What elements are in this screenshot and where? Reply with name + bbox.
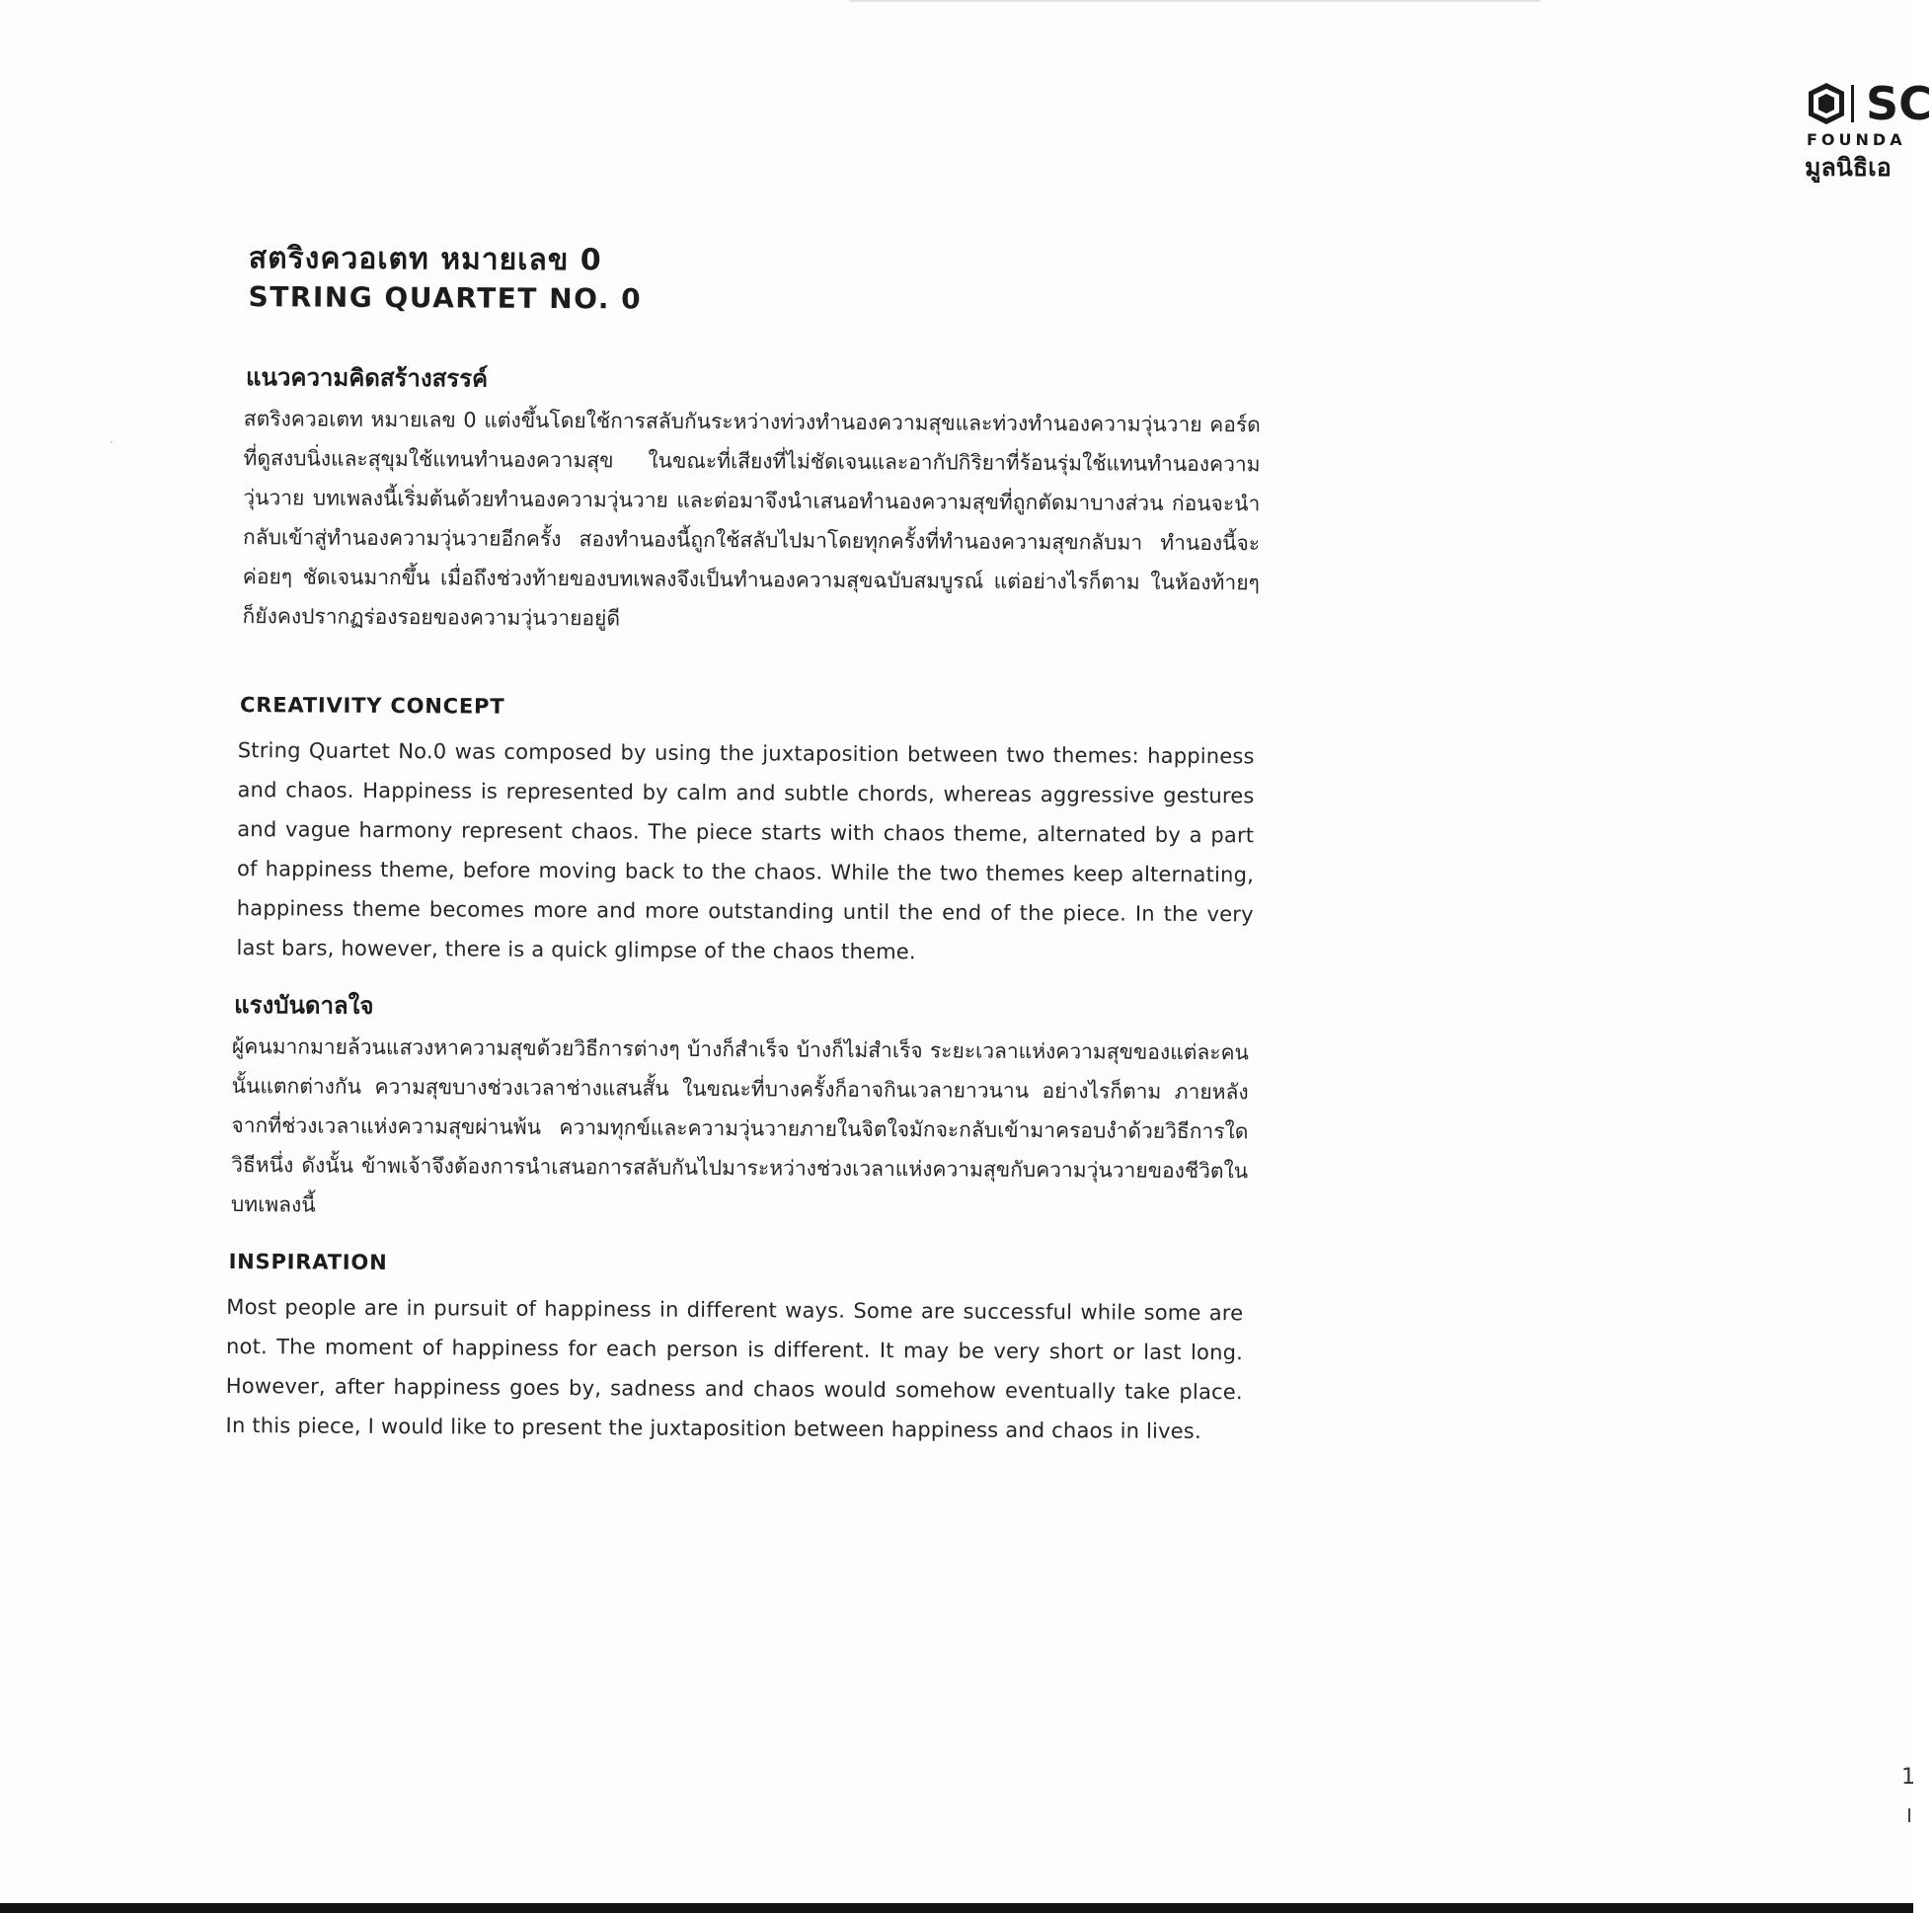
inspiration-thai-heading: แรงบันดาลใจ (234, 991, 374, 1020)
inspiration-english-heading: INSPIRATION (228, 1250, 388, 1274)
scan-bottom-edge (0, 1903, 1913, 1913)
logo-thai-text: มูลนิธิเอ (1805, 153, 1892, 182)
logo-letters: SC (1866, 77, 1932, 130)
page-number: 1 (1901, 1765, 1915, 1790)
page-mark (1908, 1808, 1910, 1822)
inspiration-thai-body: ผู้คนมากมายล้วนแสวงหาความสุขด้วยวิธีการต่างๆ บ้างก็สำเร็จ บ้างก็ไม่สำเร็จ ระยะเวลาแห่งความสุขของแต่ละคนนั้นแตกต่างกัน ความสุขบางช่วงเวลาช่างแสนสั้น ในขณะที่บางครั้งก็อาจกินเวลายาวนาน อย่างไรก็ตาม ภายหลังจากที่ช่วงเวลาแห่งความสุขผ่านพ้น ความทุกข์และความวุ่นวายภายในจิตใจมักจะกลับเข้ามาครอบงำด้วยวิธีการใดวิธีหนึ่ง ดังนั้น ข้าพเจ้าจึงต้องการนำเสนอการสลับกันไปมาระหว่างช่วงเวลาแห่งความสุขกับความวุ่นวายของชีวิตในบทเพลงนี้ (230, 1034, 1249, 1217)
concept-thai-body: สตริงควอเตท หมายเลข 0 แต่งขึ้นโดยใช้การสลับกันระหว่างท่วงทำนองความสุขและท่วงทำนองความวุ่นวาย คอร์ดที่ดูสงบนิ่งและสุขุมใช้แทนทำนองความสุข ในขณะที่เสียงที่ไม่ชัดเจนและอากัปกิริยาที่ร้อนรุ่มใช้แทนทำนองความวุ่นวาย บทเพลงนี้เริ่มต้นด้วยทำนองความวุ่นวาย และต่อมาจึงนำเสนอทำนองความสุขที่ถูกตัดมาบางส่วน ก่อนจะนำกลับเข้าสู่ทำนองความวุ่นวายอีกครั้ง สองทำนองนี้ถูกใช้สลับไปมาโดยทุกครั้งที่ทำนองความสุขกลับมา ทำนองนี้จะค่อยๆ ชัดเจนมากขึ้น เมื่อถึงช่วงท้ายของบทเพลงจึงเป็นทำนองความสุขฉบับสมบูรณ์ แต่อย่างไรก็ตาม ในห้องท้ายๆ ก็ยังคงปรากฏร่องรอยของความวุ่นวายอยู่ดี (242, 407, 1261, 631)
logo-foundation-text: FOUNDA (1807, 130, 1906, 149)
scg-emblem-icon (1805, 81, 1862, 126)
foundation-logo (1805, 77, 1932, 182)
title-thai: สตริงควอเตท หมายเลข 0 (248, 241, 602, 278)
article-content (225, 229, 1275, 1444)
scan-speck (111, 441, 113, 443)
concept-english-heading: CREATIVITY CONCEPT (239, 693, 505, 719)
scan-top-edge (849, 0, 1540, 2)
title-english: STRING QUARTET NO. 0 (248, 280, 643, 316)
inspiration-english-body: Most people are in pursuit of happiness in different ways. Some are successful while some are not. The moment of happiness for each person is different. It may be very short or last long. However, after happiness goes by, sadness and chaos would somehow eventually take place. In this piece, I would like to present the juxtaposition between happiness and chaos in lives. (225, 1295, 1244, 1444)
concept-english-body: String Quartet No.0 was composed by using the juxtaposition between two themes: happiness and chaos. Happiness is represented by calm and subtle chords, whereas aggressive gestures and vague harmony represent chaos. The piece starts with chaos theme, alternated by a part of happiness theme, before moving back to the chaos. While the two themes keep alternating, happiness theme becomes more and more outstanding until the end of the piece. In the very last bars, however, there is a quick glimpse of the chaos theme. (236, 738, 1255, 964)
concept-thai-heading: แนวความคิดสร้างสรรค์ (245, 363, 489, 393)
